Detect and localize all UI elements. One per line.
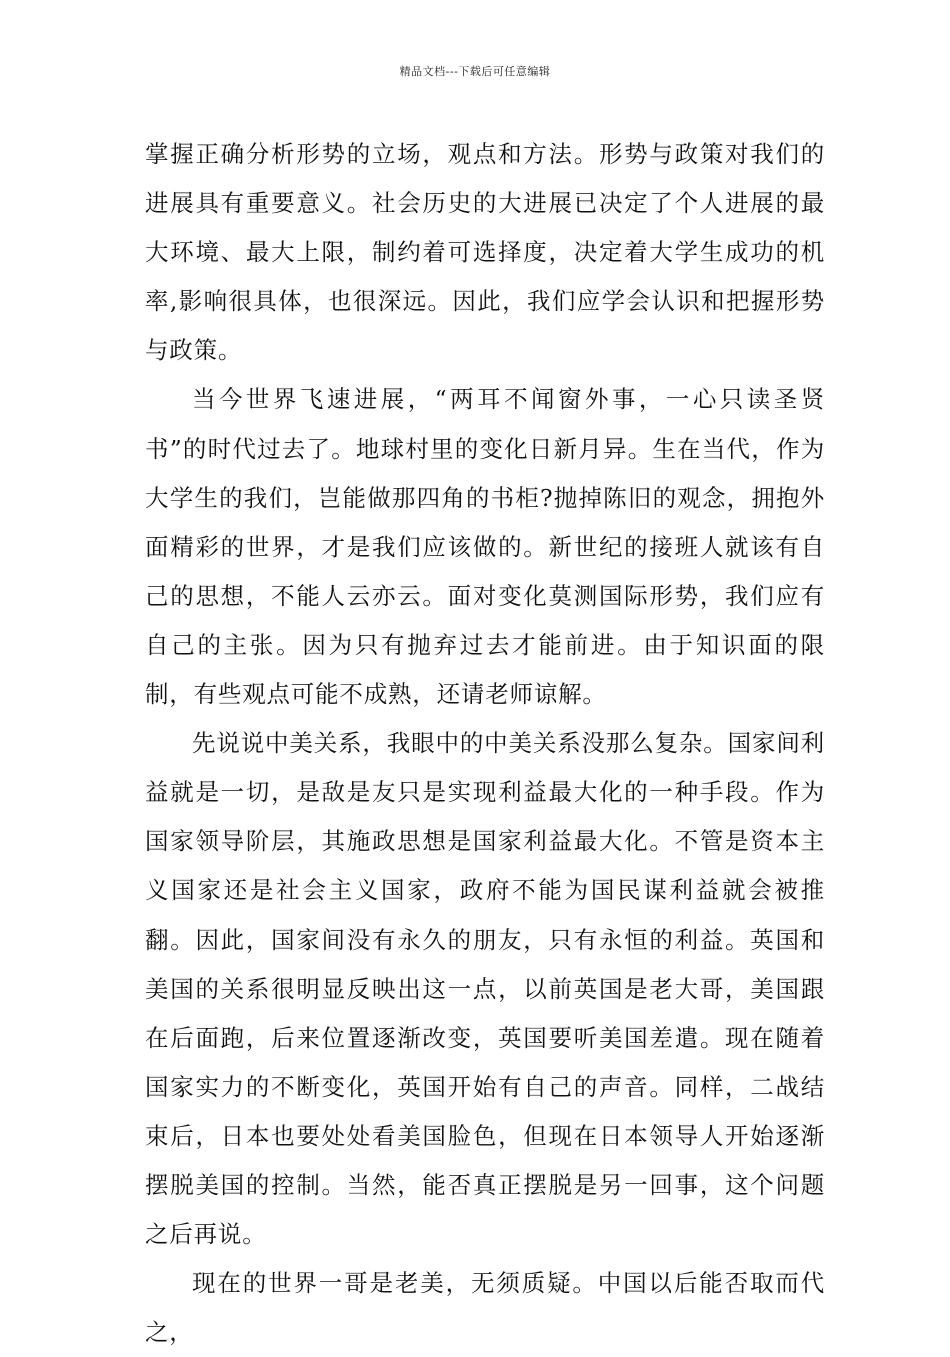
document-body [145, 130, 825, 1357]
page-header: 精品文档---下载后可任意编辑 [399, 65, 551, 78]
paragraph-1: 掌握正确分析形势的立场，观点和方法。形势与政策对我们的进展具有重要意义。社会历史的大进展已决定了个人进展的最大环境、最大上限，制约着可选择度，决定着大学生成功的机率,影响很具体，也很深远。因此，我们应学会认识和把握形势与政策。 [145, 140, 825, 365]
paragraph-3: 先说说中美关系，我眼中的中美关系没那么复杂。国家间利益就是一切，是敌是友只是实现利益最大化的一种手段。作为国家领导阶层，其施政思想是国家利益最大化。不管是资本主义国家还是社会主义国家，政府不能为国民谋利益就会被推翻。因此，国家间没有永久的朋友，只有永恒的利益。英国和美国的关系很明显反映出这一点，以前英国是老大哥，美国跟在后面跑，后来位置逐渐改变，英国要听美国差遣。现在随着国家实力的不断变化，英国开始有自己的声音。同样，二战结束后，日本也要处处看美国脸色，但现在日本领导人开始逐渐摆脱美国的控制。当然，能否真正摆脱是另一回事，这个问题之后再说。 [145, 729, 825, 1249]
paragraph-2: 当今世界飞速进展，“两耳不闻窗外事，一心只读圣贤书”的时代过去了。地球村里的变化日新月异。生在当代，作为大学生的我们，岂能做那四角的书柜?抛掉陈旧的观念，拥抱外面精彩的世界，才是我们应该做的。新世纪的接班人就该有自己的思想，不能人云亦云。面对变化莫测国际形势，我们应有自己的主张。因为只有抛弃过去才能前进。由于知识面的限制，有些观点可能不成熟，还请老师谅解。 [145, 385, 825, 709]
paragraph-4: 现在的世界一哥是老美，无须质疑。中国以后能否取而代之， [145, 1269, 825, 1347]
